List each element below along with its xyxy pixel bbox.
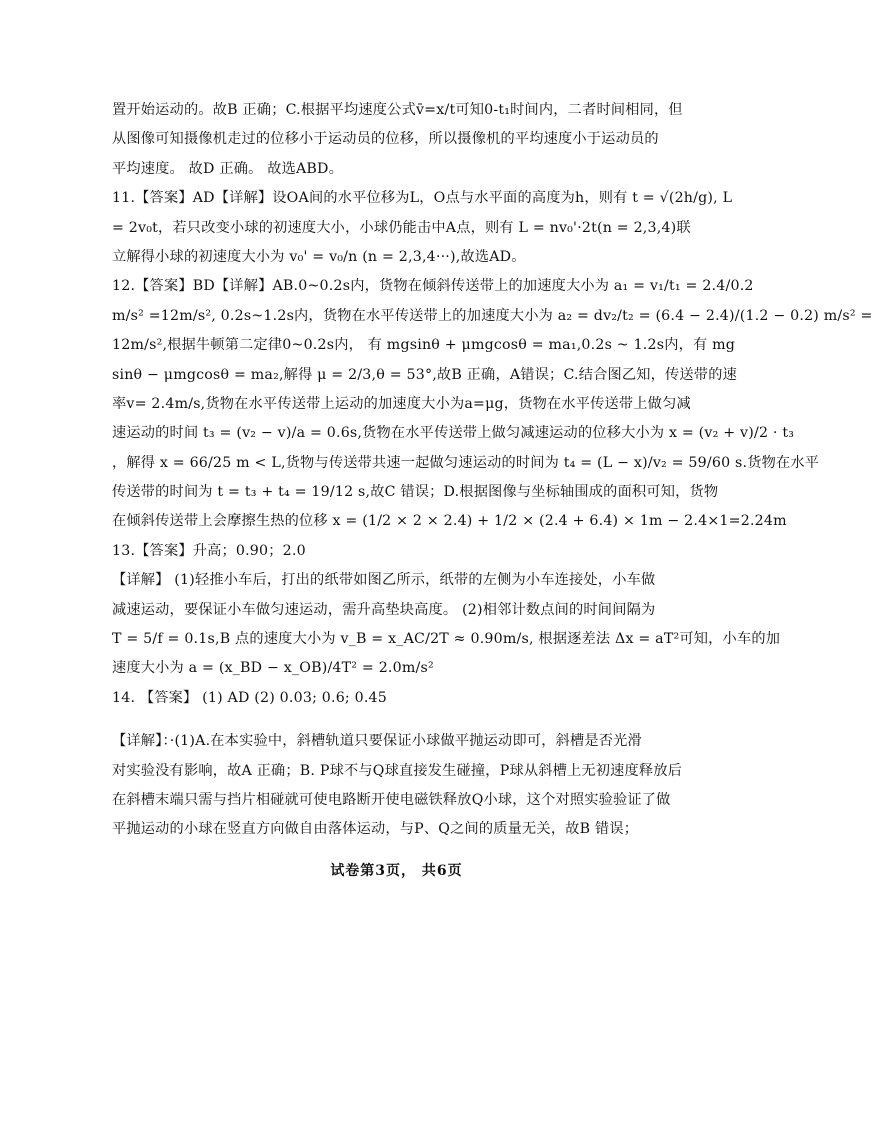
- q14-answer-line: 14. 【答案】 (1) AD (2) 0.03; 0.6; 0.45: [112, 689, 387, 706]
- text-line: 【详解】 (1)轻推小车后，打出的纸带如图乙所示，纸带的左侧为小车连接处，小车做: [112, 572, 656, 589]
- text-line: = 2v₀t，若只改变小球的初速度大小，小球仍能击中A点，则有 L = nv₀'·2t(n = 2,3,4)联: [112, 219, 691, 236]
- text-line: 传送带的时间为 t = t₃ + t₄ = 19/12 s,故C 错误；D.根据图像与坐标轴围成的面积可知，货物: [112, 484, 719, 501]
- text-line: ，解得 x = 66/25 m < L,货物与传送带共速一起做匀速运动的时间为 t₄ = (L − x)/v₂ = 59/60 s.货物在水平: [112, 454, 820, 471]
- text-line: 立解得小球的初速度大小为 v₀' = v₀/n (n = 2,3,4···),故选AD。: [112, 248, 526, 265]
- answer-text-block: [112, 96, 873, 845]
- paragraph-gap: [112, 713, 684, 727]
- text-line: sinθ − μmgcosθ = ma₂,解得 μ = 2/3,θ = 53°,故B 正确，A错误；C.结合图乙知，传送带的速: [112, 366, 737, 383]
- text-line: 在斜槽末端只需与挡片相碰就可使电路断开使电磁铁释放Q小球，这个对照实验验证了做: [112, 791, 671, 808]
- text-line: 从图像可知摄像机走过的位移小于运动员的位移，所以摄像机的平均速度小于运动员的: [112, 131, 659, 148]
- text-line: m/s² =12m/s², 0.2s~1.2s内，货物在水平传送带上的加速度大小为 a₂ = dv₂/t₂ = (6.4 − 2.4)/(1.2 − 0.2) m/s² =: [112, 307, 873, 324]
- text-line: 平均速度。 故D 正确。 故选ABD。: [112, 160, 344, 177]
- text-line: 12m/s²,根据牛顿第二定律0~0.2s内， 有 mgsinθ + μmgcosθ = ma₁,0.2s ~ 1.2s内，有 mg: [112, 337, 736, 354]
- text-line: 率v= 2.4m/s,货物在水平传送带上运动的加速度大小为a=μg，货物在水平传送带上做匀减: [112, 395, 691, 412]
- q13-answer-line: 13.【答案】升高；0.90；2.0: [112, 542, 306, 559]
- q12-answer-line: 12.【答案】BD【详解】AB.0~0.2s内，货物在倾斜传送带上的加速度大小为 a₁ = v₁/t₁ = 2.4/0.2: [112, 278, 754, 295]
- text-line: 速运动的时间 t₃ = (v₂ − v)/a = 0.6s,货物在水平传送带上做匀减速运动的位移大小为 x = (v₂ + v)/2 · t₃: [112, 425, 795, 442]
- text-line: 减速运动，要保证小车做匀速运动，需升高垫块高度。 (2)相邻计数点间的时间间隔为: [112, 601, 656, 618]
- text-line: 速度大小为 a = (x_BD − x_OB)/4T² = 2.0m/s²: [112, 660, 434, 677]
- text-line: 平抛运动的小球在竖直方向做自由落体运动，与P、Q之间的质量无关，故B 错误；: [112, 821, 639, 838]
- page-footer: 试卷第3页， 共6页: [330, 863, 463, 879]
- text-line: T = 5/f = 0.1s,B 点的速度大小为 v_B = x_AC/2T ≈ 0.90m/s, 根据逐差法 Δx = aT²可知，小车的加: [112, 631, 781, 648]
- text-line: 【详解】：·(1)A.在本实验中，斜槽轨道只要保证小球做平抛运动即可，斜槽是否光滑: [112, 733, 642, 750]
- text-line: 在倾斜传送带上会摩擦生热的位移 x = (1/2 × 2 × 2.4) + 1/2 × (2.4 + 6.4) × 1m − 2.4×1=2.24m: [112, 513, 787, 530]
- text-line: 对实验没有影响，故A 正确；B. P球不与Q球直接发生碰撞，P球从斜槽上无初速度释放后: [112, 762, 683, 779]
- q11-answer-line: 11.【答案】AD【详解】设OA间的水平位移为L，O点与水平面的高度为h，则有 t = √(2h/g), L: [112, 190, 733, 207]
- text-line: 置开始运动的。故B 正确；C.根据平均速度公式v̄=x/t可知0-t₁时间内，二者时间相同，但: [112, 102, 683, 118]
